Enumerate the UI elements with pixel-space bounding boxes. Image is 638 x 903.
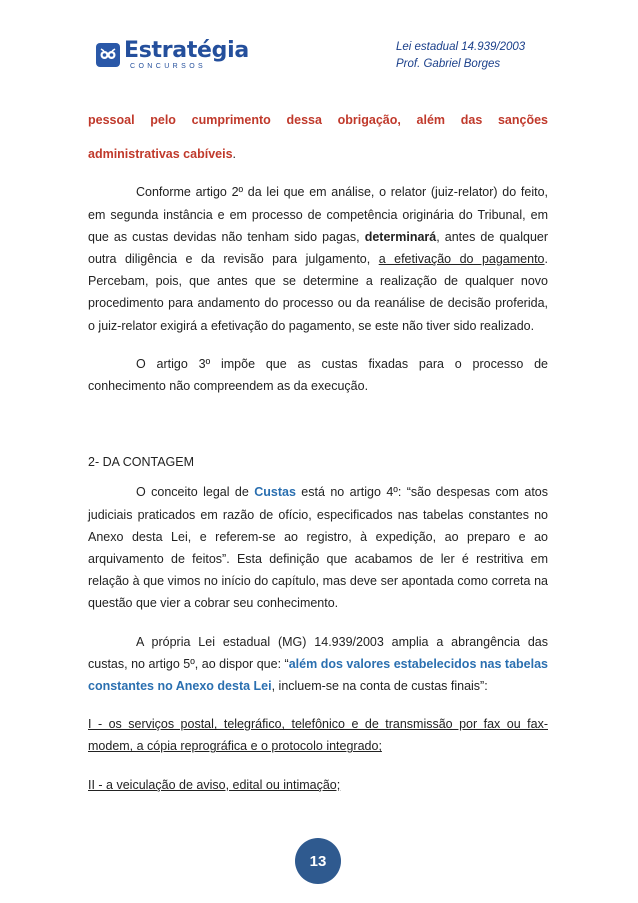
paragraph-article-4 [88,481,548,614]
paragraph-article-3: O artigo 3º impõe que as custas fixadas para o processo de conhecimento não compreendem as da execução. [88,356,548,394]
text-span: , incluem-se na conta de custas finais”: [271,679,488,694]
text-span: Conforme artigo 2º da lei que em análise, o relator (juiz-relator) do feito, em segunda instância e em processo de competência originária do Tribunal, em que as custas devidas não tenham sido pagas, [88,185,548,244]
period-text: . [232,147,237,162]
text-span: . Percebam, pois, que antes que se determine a realização de qualquer novo procedimento para andamento do processo ou da reanálise de decisão proferida, o juiz-relator exigirá a efetivação do pagamento, se este não tiver sido realizado. [88,252,548,333]
text-span: A própria Lei estadual (MG) 14.939/2003 amplia a abrangência das custas, no artigo 5º, ao dispor que: “ [88,634,548,671]
bold-text: determinará [364,229,437,244]
paragraph-article-2 [88,181,548,336]
law-title: Lei estadual 14.939/2003 [396,41,526,53]
paragraph-continuation-end [88,143,548,165]
page-number-badge: 13 [295,838,341,884]
logo-subtitle: CONCURSOS [130,63,207,70]
underlined-text: a efetivação do pagamento [378,252,545,267]
owl-logo-icon [96,43,120,67]
text-span: está no artigo 4º: “são despesas com atos judiciais praticados em razão de ofício, especificados nas tabelas constantes no Anexo desta Lei, e referem-se ao registro, à expedição, ao preparo e ao arquivamento de feitos”. Esta definição que acabamos de ler é restritiva em relação à que vimos no início do capítulo, mas deve ser apontada como correta na questão que vier a cobrar seu conhecimento. [88,485,548,611]
logo-name: Estratégia [124,38,249,63]
list-item-1: I - os serviços postal, telegráfico, telefônico e de transmissão por fax ou fax-modem, a cópia reprográfica e o protocolo integrado; [88,717,548,754]
list-item-2: II - a veiculação de aviso, edital ou intimação; [88,777,341,792]
document-body [88,96,548,796]
text-span: O conceito legal de [136,485,255,500]
text-span: , antes de qualquer outra diligência e da revisão para julgamento, [88,229,549,267]
author-name: Prof. Gabriel Borges [396,58,501,70]
section-title: 2- DA CONTAGEM [88,455,195,470]
paragraph-article-5 [88,631,548,698]
highlight-blue-text: Custas [254,485,296,500]
header-info [396,39,525,73]
paragraph-continuation-line: pessoal pelo cumprimento dessa obrigação, além das sanções [88,112,548,127]
brand-logo [96,40,249,70]
highlight-red-text: administrativas cabíveis [88,147,233,162]
highlight-blue-text: além dos valores estabelecidos nas tabelas constantes no Anexo desta Lei [88,656,549,694]
